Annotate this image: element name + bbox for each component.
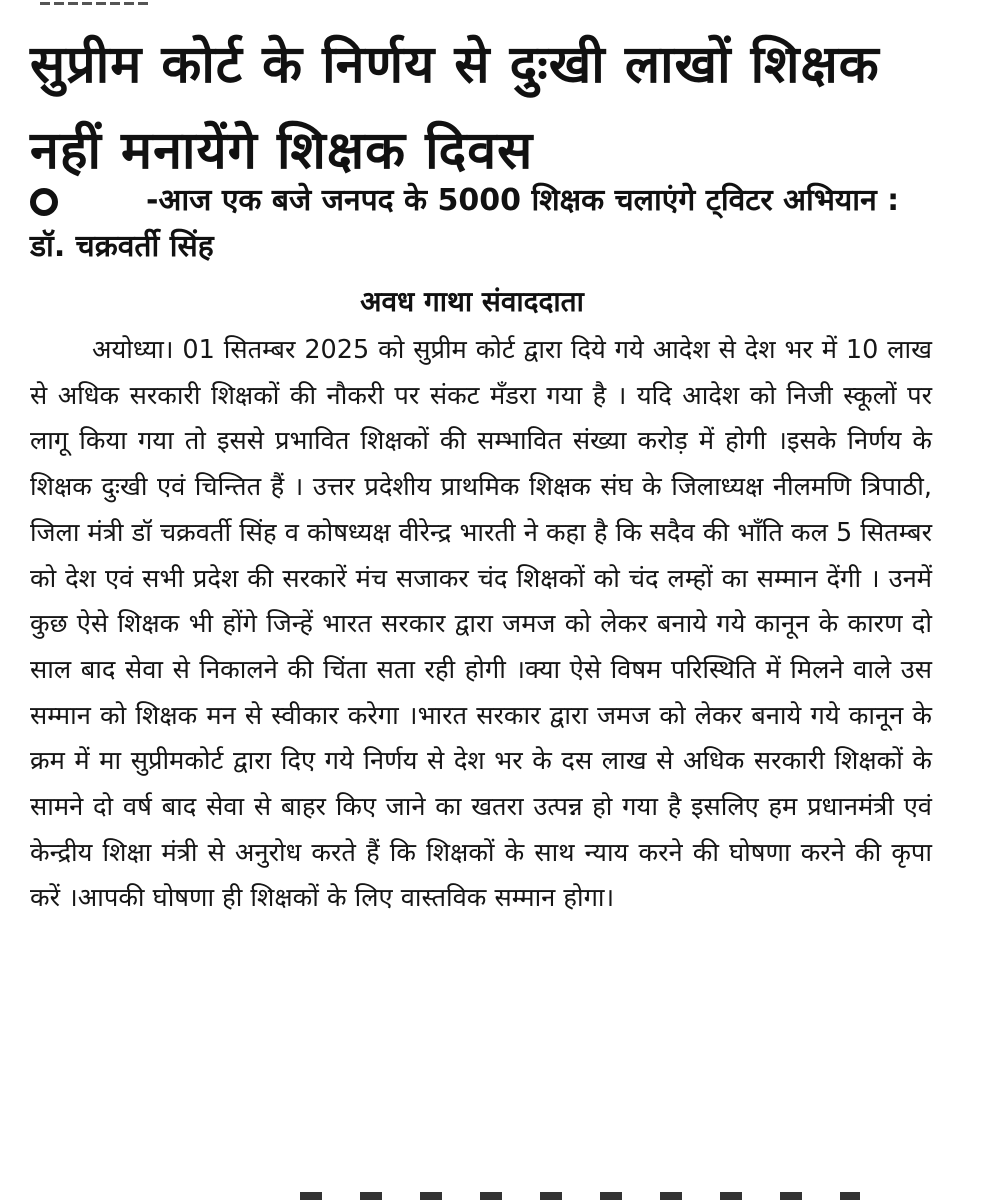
article-body: अयोध्या। 01 सितम्बर 2025 को सुप्रीम कोर्ट द्वारा दिये गये आदेश से देश भर में 10 लाख से अधिक सरकारी शिक्षकों की नौकरी पर संकट मँडरा गया है । यदि आदेश को निजी स्कूलों पर लागू किया गया तो इससे प्रभावित शिक्षकों की सम्भावित संख्या करोड़ में होगी ।इसके निर्णय के शिक्षक दुःखी एवं चिन्तित हैं । उत्तर प्रदेशीय प्राथमिक शिक्षक संघ के जिलाध्यक्ष नीलमणि त्रिपाठी, जिला मंत्री डॉ चक्रवर्ती सिंह व कोषध्यक्ष वीरेन्द्र भारती ने कहा है कि सदैव की भाँति कल 5 सितम्बर को देश एवं सभी प्रदेश की सरकारें मंच सजाकर चंद शिक्षकों को चंद लम्हों का सम्मान देंगी । उनमें कुछ ऐसे शिक्षक भी होंगे जिन्हें भारत सरकार द्वारा जमज को लेकर बनाये गये कानून के कारण दो साल बाद सेवा से निकालने की चिंता सता रही होगी ।क्या ऐसे विषम परिस्थिति में मिलने वाले उस सम्मान को शिक्षक मन से स्वीकार करेगा ।भारत सरकार द्वारा जमज को लेकर बनाये गये कानून के क्रम में मा सुप्रीमकोर्ट द्वारा दिए गये निर्णय से देश भर के दस लाख से अधिक सरकारी शिक्षकों के सामने दो वर्ष बाद सेवा से बाहर किए जाने का खतरा उत्पन्न हो गया है इसलिए हम प्रधानमंत्री एवं केन्द्रीय शिक्षा मंत्री से अनुरोध करते हैं कि शिक्षकों के साथ न्याय करने की घोषणा करने की कृपा करें ।आपकी घोषणा ही शिक्षकों के लिए वास्तविक सम्मान होगा। bbox=[30, 335, 932, 914]
headline: सुप्रीम कोर्ट के निर्णय से दुःखी लाखों शिक्षक नहीं मनायेंगे शिक्षक दिवस bbox=[30, 35, 880, 181]
previous-column-fragment bbox=[40, 0, 150, 8]
next-story-fragment bbox=[300, 1192, 860, 1200]
byline: अवध गाथा संवाददाता bbox=[360, 285, 584, 318]
circle-bullet-icon bbox=[30, 188, 58, 216]
subheadline bbox=[30, 178, 930, 270]
subheadline-text: -आज एक बजे जनपद के 5000 शिक्षक चलाएंगे ट्विटर अभियान : डॉ. चक्रवर्ती सिंह bbox=[30, 183, 900, 264]
